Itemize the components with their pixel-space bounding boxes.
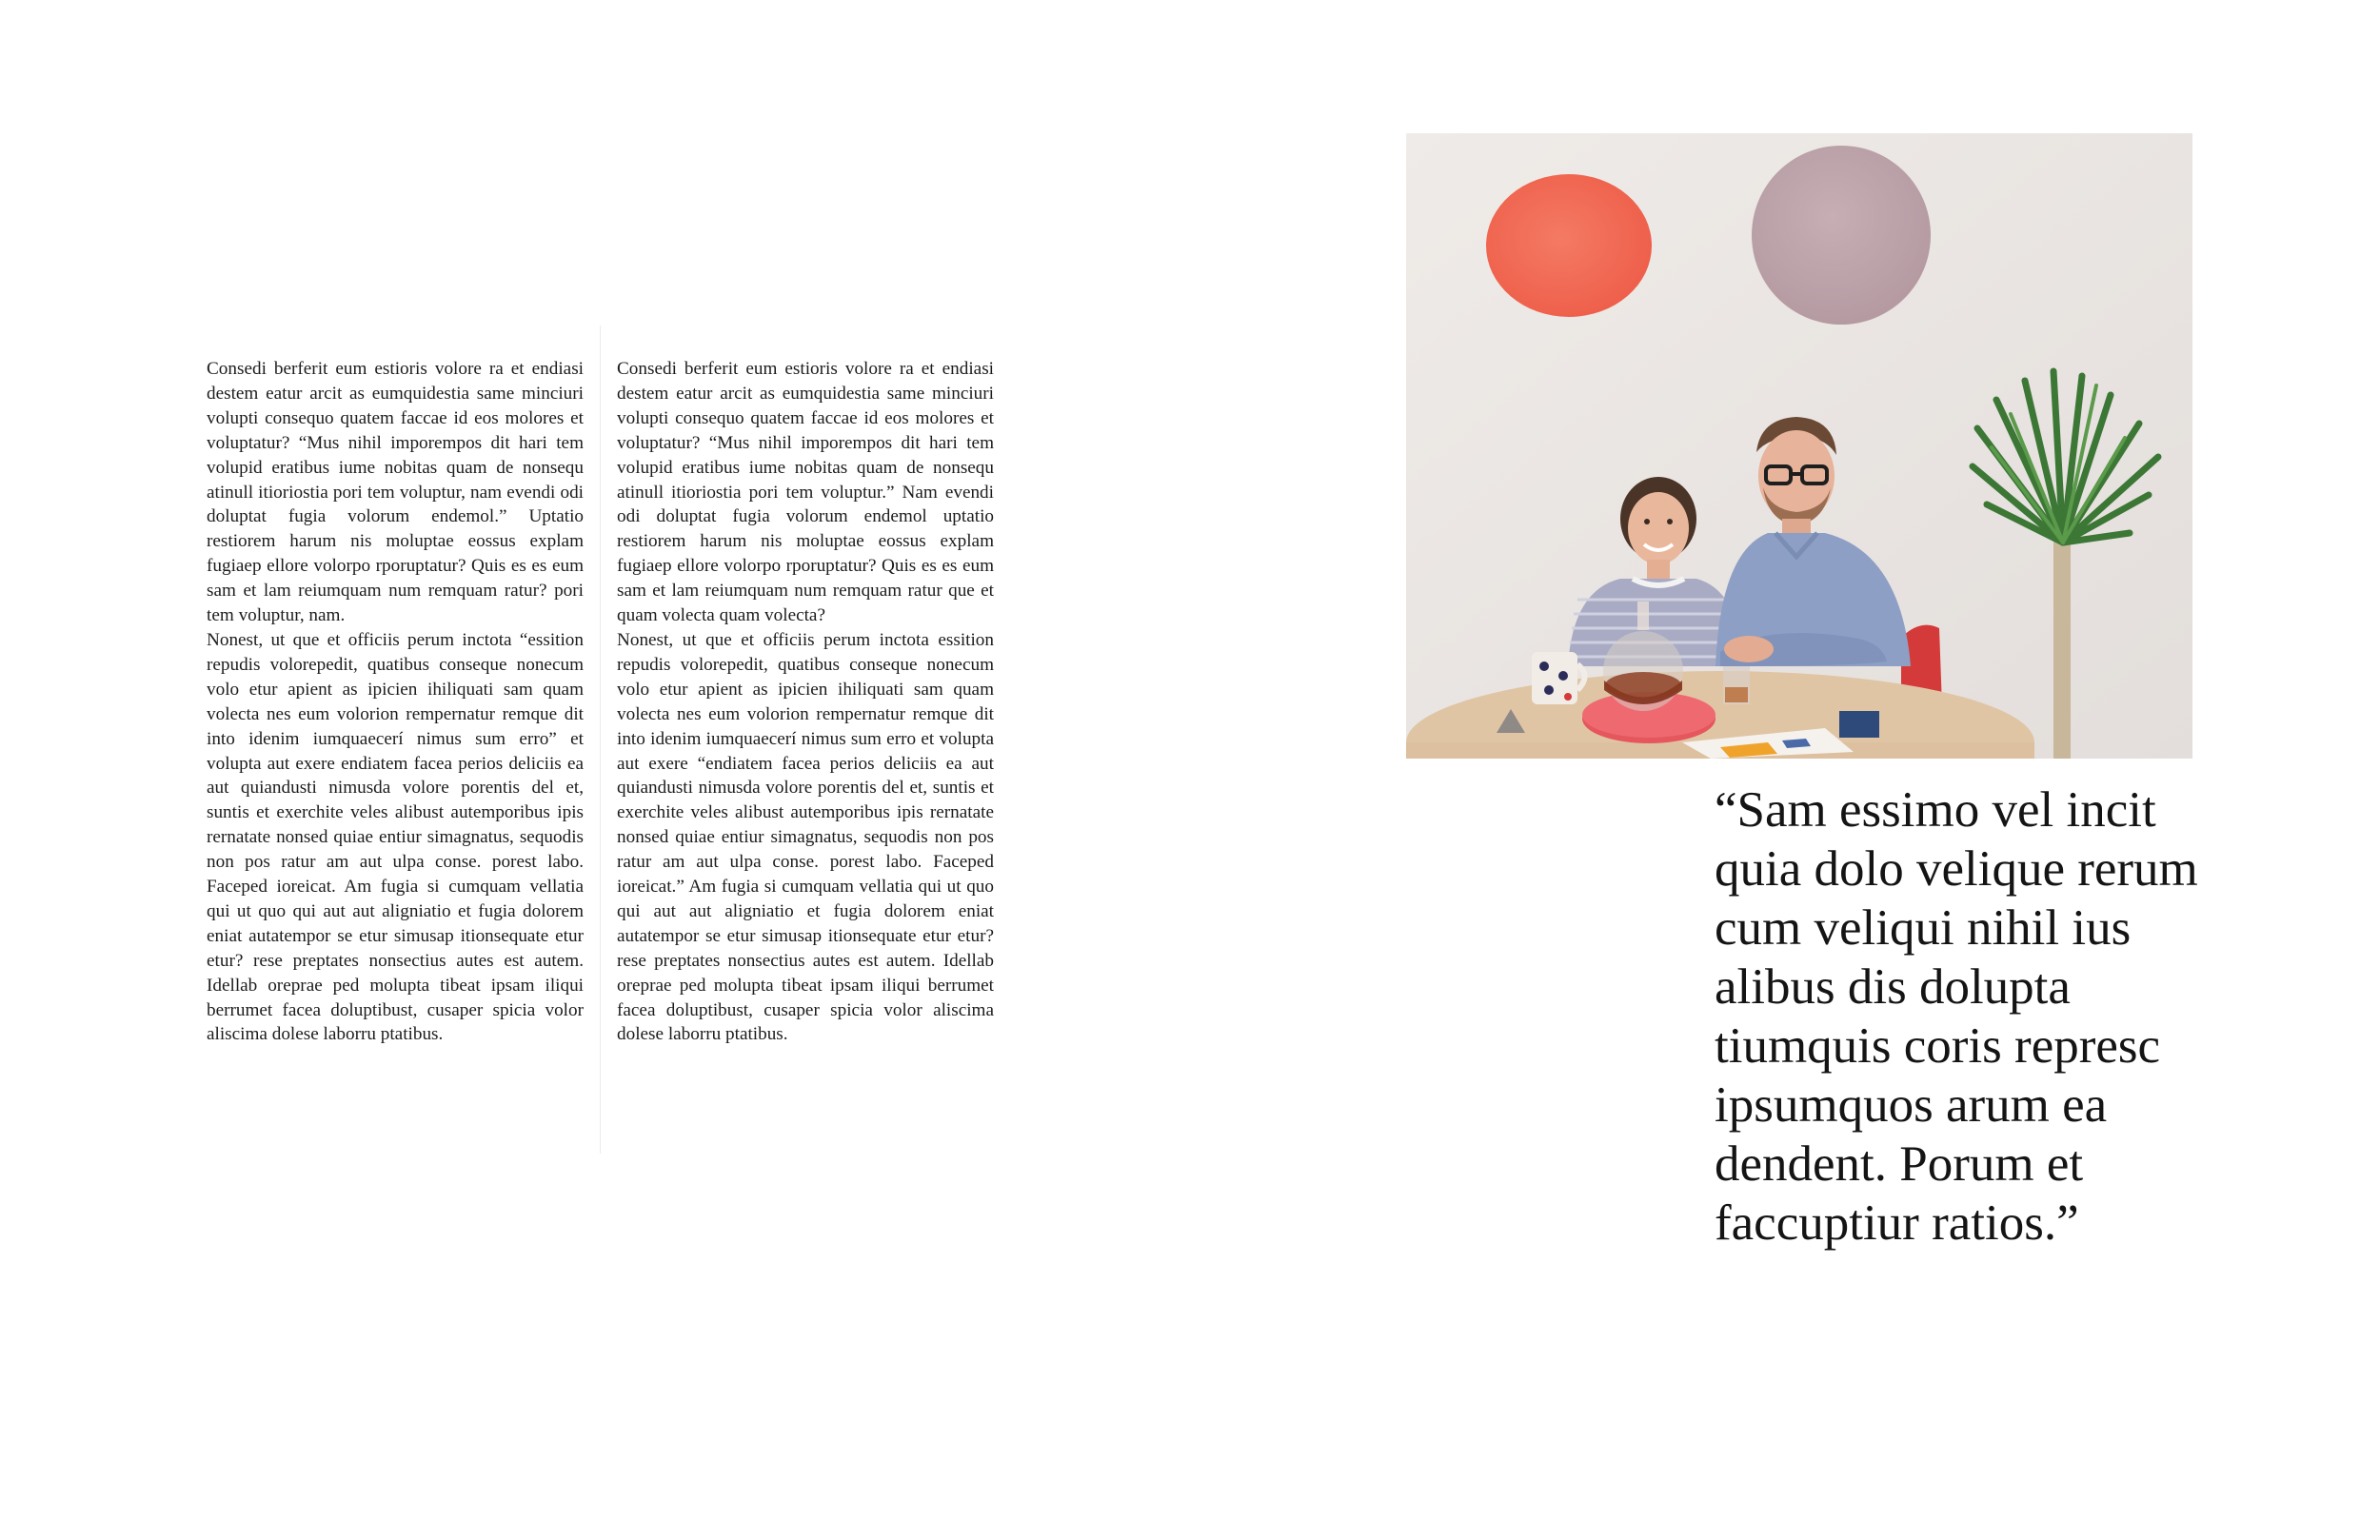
column-divider xyxy=(600,326,601,1154)
drinking-glass xyxy=(1723,666,1750,704)
plant-trunk xyxy=(2053,533,2071,759)
body-paragraph: Consedi berferit eum estioris volore ra et endiasi destem eatur arcit as eumquidestia same minciuri volupti consequo quatem faccae id eos molores et voluptatur? “Mus nihil imporempos dit hari tem volupid eratibus iume nobitas quam de nonsequ atinull itioriostia pori tem voluptur.” Nam evendi odi doluptat fugia volorum endemol uptatio restiorem harum nis moluptae eossus explam fugiaep ellore volorpo rporuptatur? Quis es es eum sam et lam reiumquam num remquam ratur que et quam volecta quam volecta? xyxy=(617,359,994,626)
patterned-mug xyxy=(1532,652,1585,704)
body-paragraph: Nonest, ut que et officiis perum inctota “essition repudis volorepedit, quatibus conseque nonecum volo etur apient as ipicien ihiliquati sam quam volecta nes eum volorion rempernatur remque dit into idenim iumquaecerí nimus sum erro” et volupta aut exere endiatem facea perios deliciis ea aut quiandusti nimusda volore porentis del et, suntis et exerchite veles alibust autemporibus ipis rernatate nonsed quiae entiur simagnatus, sequodis non pos ratur am aut ulpa conse. porest labo. Faceped ioreicat. Am fugia si cumquam vellatia qui ut quo qui aut aut aligniatio et fugia dolorem eniat autatempor se etur simusap itionsequate etur etur? rese preptates nonsectius autes est autem. Idellab oreprae ped molupta tibeat ipsam iliqui berrumet facea doluptibust, cusaper spicia volor aliscima dolese laborru ptatibus. xyxy=(207,629,584,1045)
mauve-wall-circle xyxy=(1752,146,1931,325)
body-text-column-right xyxy=(617,357,994,1047)
body-text-column-left xyxy=(207,357,584,1047)
portrait-photo xyxy=(1406,133,2192,759)
body-paragraph: Nonest, ut que et officiis perum inctota essition repudis volorepedit, quatibus conseque nonecum volo etur apient as ipicien ihiliquati sam quam volecta nes eum volorion rempernatur remque dit into idenim iumquaecerí nimus sum erro et volupta aut exere “endiatem facea perios deliciis ea aut quiandusti nimusda volore porentis del et, suntis et exerchite veles alibust autemporibus ipis rernatate nonsed quiae entiur simagnatus, sequodis non pos ratur am aut ulpa conse. porest labo. Faceped ioreicat.” Am fugia si cumquam vellatia qui ut quo qui aut aut aligniatio et fugia dolorem eniat autatempor se etur simusap itionsequate etur etur? rese preptates nonsectius autes est autem. Idellab oreprae ped molupta tibeat ipsam iliqui berrumet facea doluptibust, cusaper spicia volor aliscima dolese laborru ptatibus. xyxy=(617,629,994,1045)
coral-wall-circle xyxy=(1486,174,1652,317)
pull-quote: “Sam essimo vel incit quia dolo velique rerum cum veliqui nihil ius alibus dis dolupta tiumquis coris represc ipsumquos arum ea dendent. Porum et faccuptiur ratios.” xyxy=(1715,782,2198,1251)
body-paragraph: Consedi berferit eum estioris volore ra et endiasi destem eatur arcit as eumquidestia same minciuri volupti consequo quatem faccae id eos molores et voluptatur? “Mus nihil imporempos dit hari tem volupid eratibus iume nobitas quam de nonsequ atinull itioriostia pori tem voluptur, nam evendi odi doluptat fugia volorum endemol.” Uptatio restiorem harum nis moluptae eossus explam fugiaep ellore volorpo rporuptatur? Quis es es eum sam et lam reiumquam num remquam ratur? pori tem voluptur, nam. xyxy=(207,359,584,626)
